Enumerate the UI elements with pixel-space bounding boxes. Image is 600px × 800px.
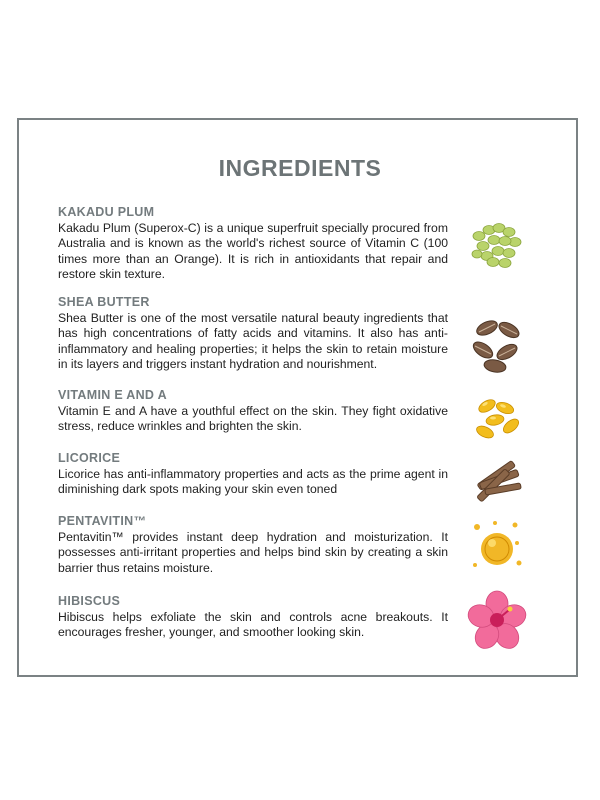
hibiscus-flower-icon bbox=[465, 588, 529, 652]
ingredient-name: HIBISCUS bbox=[58, 594, 121, 608]
page-title: INGREDIENTS bbox=[218, 155, 382, 181]
ingredient-name: LICORICE bbox=[58, 451, 121, 465]
shea-nut-icon bbox=[465, 312, 529, 376]
ingredient-licorice bbox=[58, 451, 448, 498]
ingredient-name: VITAMIN E AND A bbox=[58, 388, 167, 402]
ingredient-kakadu-plum bbox=[58, 205, 448, 283]
ingredient-description: Shea Butter is one of the most versatile natural beauty ingredients that has high concentrations of fatty acids and vitamins. It also has anti-inflammatory and healing properties; it helps the skin to retain moisture in its layers and triggers instant hydration and nourishment. bbox=[58, 311, 448, 372]
kakadu-plum-icon bbox=[465, 214, 529, 278]
ingredient-hibiscus bbox=[58, 594, 448, 641]
ingredient-description: Licorice has anti-inflammatory properties and acts as the prime agent in diminishing dark spots making your skin even toned bbox=[58, 467, 448, 497]
pentavitin-drop-icon bbox=[465, 513, 529, 577]
ingredient-pentavitin bbox=[58, 514, 448, 576]
ingredient-name: PENTAVITIN™ bbox=[58, 514, 147, 528]
ingredient-name: KAKADU PLUM bbox=[58, 205, 155, 219]
ingredient-description: Pentavitin™ provides instant deep hydration and moisturization. It possesses anti-irritant properties and helps bind skin by creating a skin barrier thus retains moisture. bbox=[58, 530, 448, 575]
ingredient-description: Vitamin E and A have a youthful effect on the skin. They fight oxidative stress, reduce wrinkles and brighten the skin. bbox=[58, 404, 448, 434]
licorice-root-icon bbox=[465, 446, 529, 510]
ingredient-description: Hibiscus helps exfoliate the skin and controls acne breakouts. It encourages fresher, younger, and smoother looking skin. bbox=[58, 610, 448, 640]
ingredient-shea-butter bbox=[58, 295, 448, 373]
ingredient-description: Kakadu Plum (Superox-C) is a unique superfruit specially procured from Australia and is known as the world's richest source of Vitamin C (100 times more than an Orange). It is rich in antioxidants that repair and restore skin texture. bbox=[58, 221, 448, 282]
vitamin-capsule-icon bbox=[465, 386, 529, 450]
ingredient-name: SHEA BUTTER bbox=[58, 295, 150, 309]
ingredient-vitamin-e-and-a bbox=[58, 388, 448, 435]
